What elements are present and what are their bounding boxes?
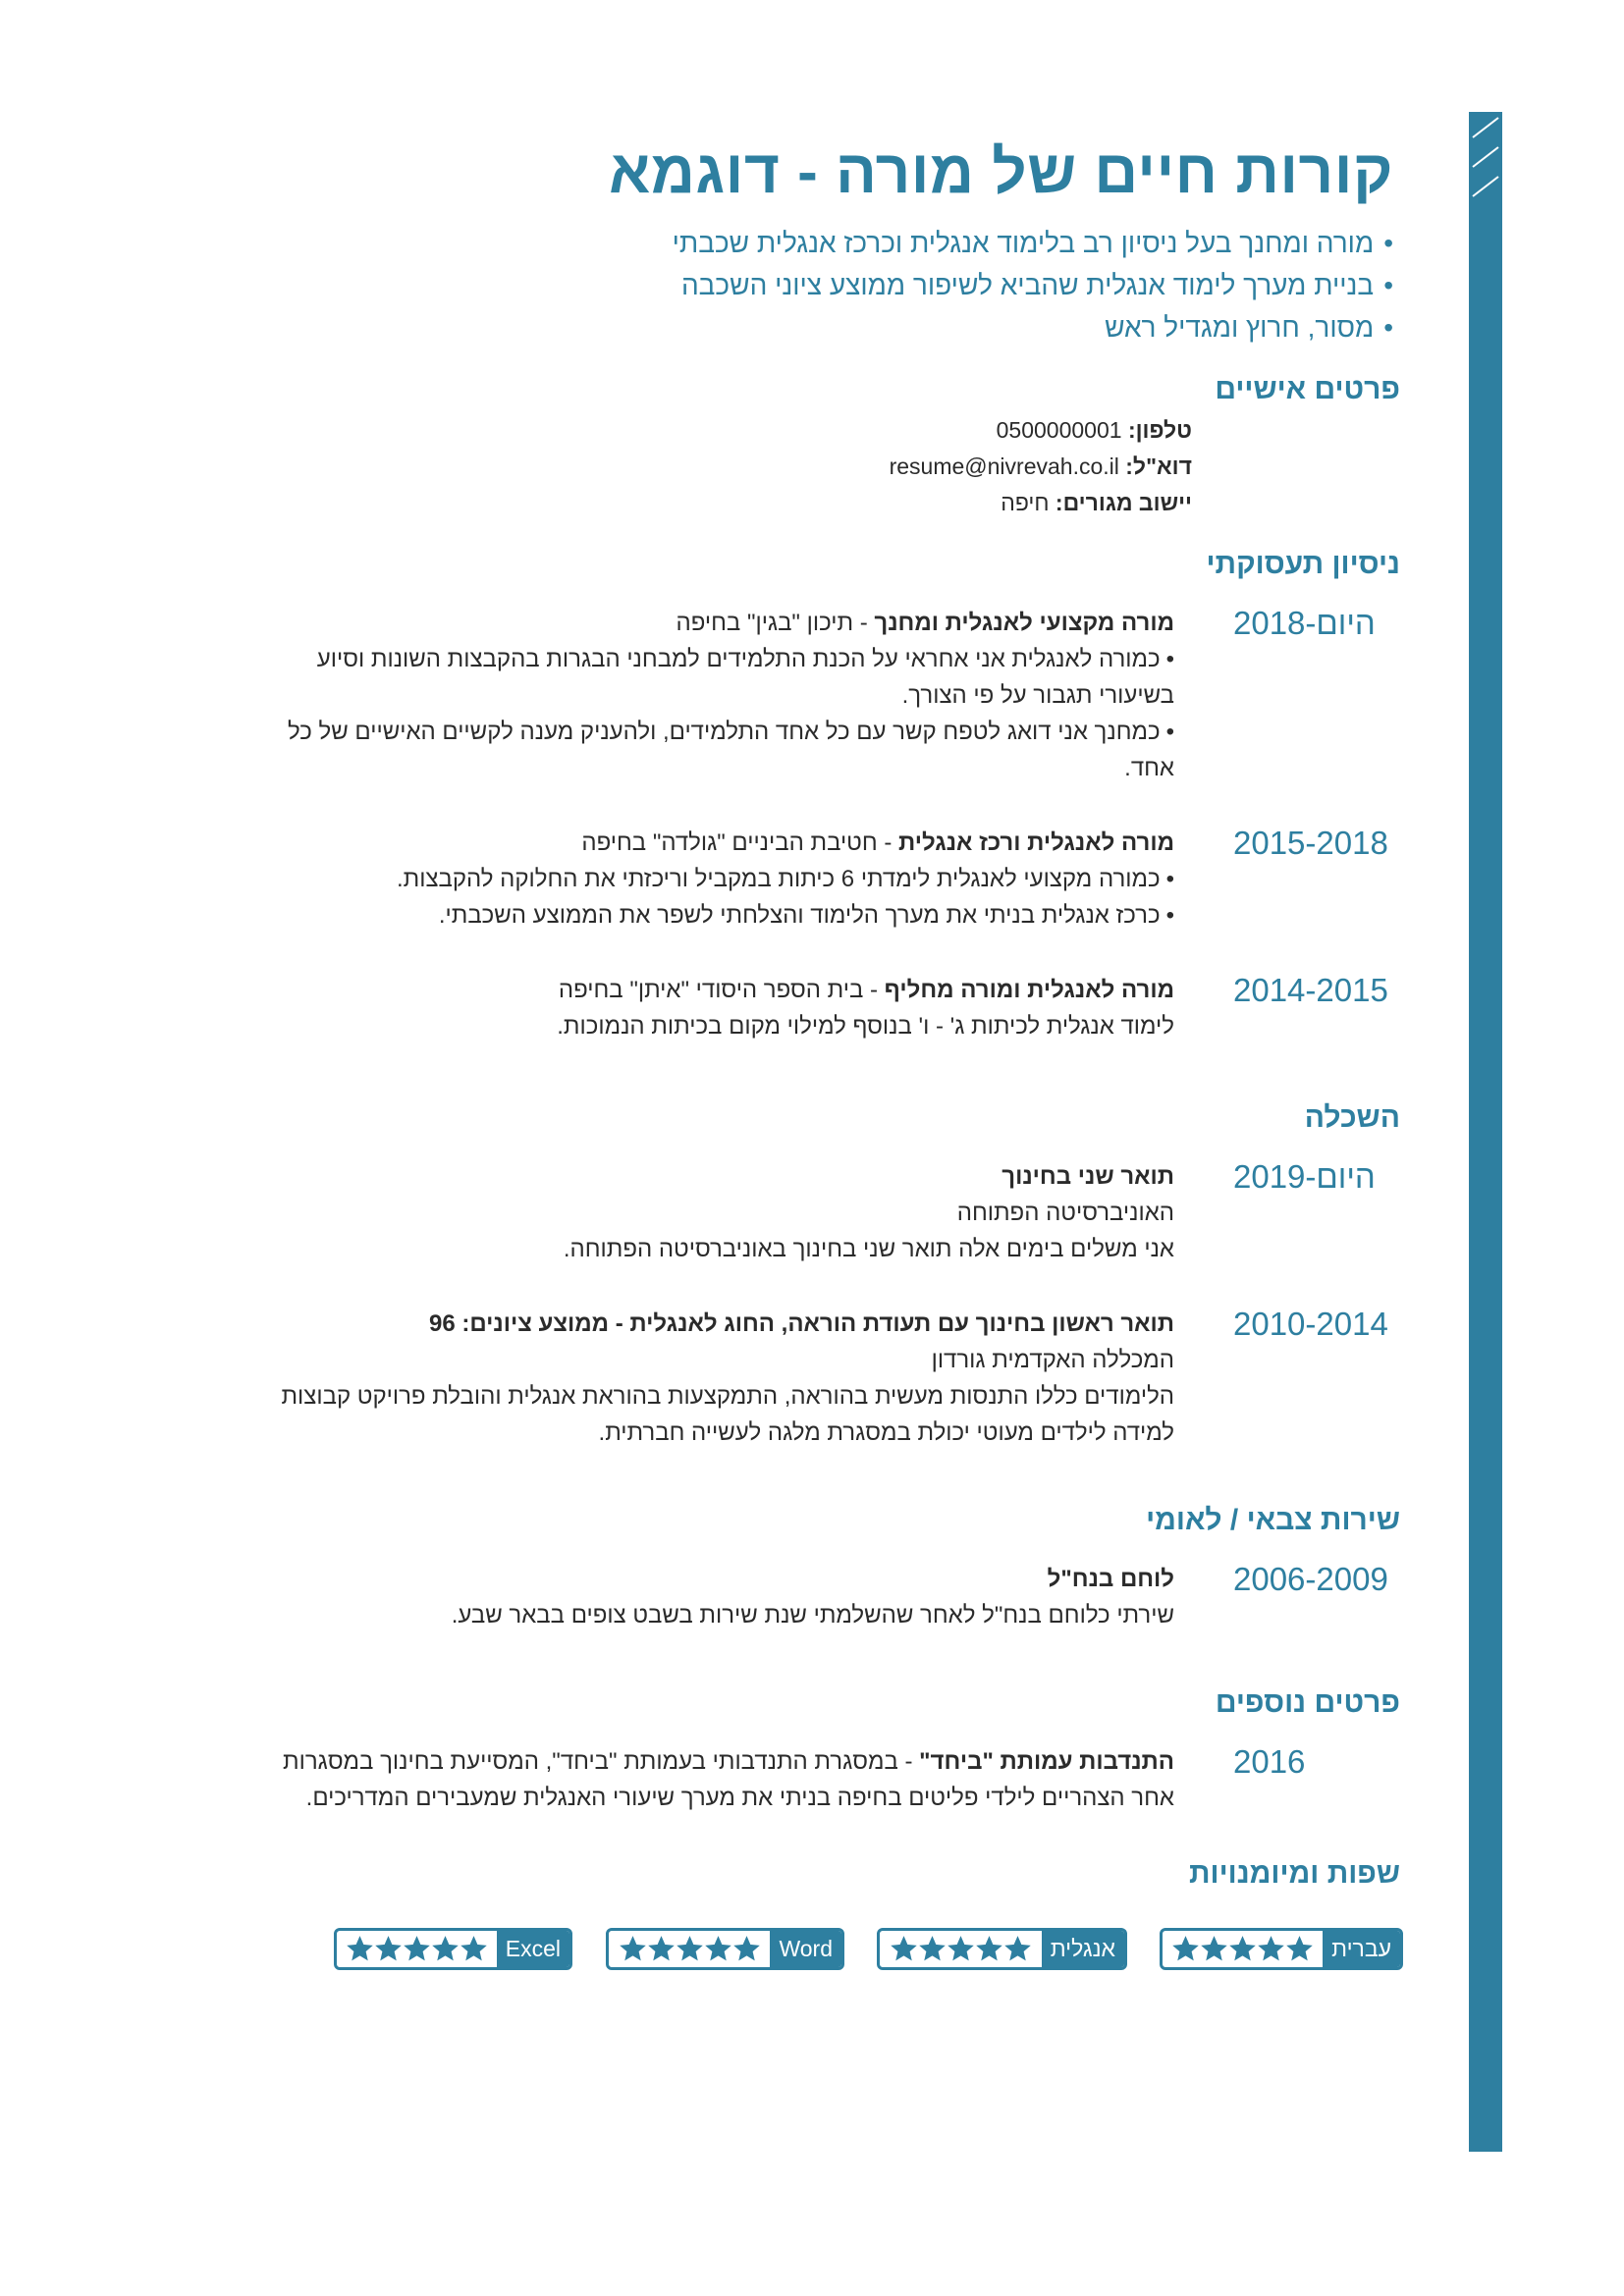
- entry-body: [251, 1743, 1174, 1816]
- experience-entry: [104, 972, 1390, 1044]
- summary-item: • בניית מערך לימוד אנגלית שהביא לשיפור ממוצע ציוני השכבה: [673, 264, 1393, 306]
- entry-bullet: • כרכז אנגלית בניתי את מערך הלימוד והצלחתי לשפר את הממוצע השכבתי.: [251, 897, 1174, 934]
- entry-date: 2010-2014: [1233, 1306, 1388, 1342]
- email-label: דוא"ל:: [1125, 454, 1192, 479]
- skill-badge: [1160, 1928, 1403, 1970]
- diagonal-stripes-decoration: [1469, 112, 1502, 220]
- entry-place: - חטיבת הביניים "גולדה" בחיפה: [581, 829, 898, 856]
- summary-item: • מורה ומחנך בעל ניסיון רב בלימוד אנגלית וכרכז אנגלית שכבתי: [673, 222, 1393, 264]
- star-filled-icon: [919, 1936, 946, 1962]
- entry-body: [251, 825, 1174, 934]
- star-filled-icon: [733, 1936, 760, 1962]
- star-filled-icon: [677, 1936, 703, 1962]
- star-filled-icon: [620, 1936, 646, 1962]
- entry-body: [251, 1158, 1174, 1267]
- city-label: יישוב מגורים:: [1055, 490, 1192, 515]
- side-accent-bar: [1469, 112, 1502, 2152]
- entry-role: התנדבות עמותת "ביחד": [919, 1748, 1174, 1775]
- experience-entry: [104, 605, 1390, 786]
- entry-date: 2018-היום: [1233, 605, 1376, 641]
- skill-rating: [880, 1931, 1042, 1967]
- star-filled-icon: [976, 1936, 1002, 1962]
- entry-role: מורה לאנגלית ומורה מחליף: [884, 977, 1174, 1003]
- phone-value: 0500000001: [996, 417, 1122, 443]
- entry-text: - במסגרת התנדבותי בעמותת "ביחד", המסייעת בחינוך במסגרות אחר הצהריים לילדי פליטים בחיפה בניתי את מערך שיעורי האנגלית שמעבירים המדריכים.: [283, 1748, 1174, 1811]
- star-filled-icon: [1229, 1936, 1256, 1962]
- service-entry: [104, 1561, 1390, 1633]
- entry-degree: תואר שני בחינוך: [1001, 1163, 1174, 1190]
- entry-date: 2006-2009: [1233, 1561, 1388, 1597]
- entry-text: שירתי כלוחם בנח"ל לאחר שהשלמתי שנת שירות בשבט צופים בבאר שבע.: [451, 1602, 1174, 1629]
- entry-date: 2019-היום: [1233, 1158, 1376, 1195]
- education-entry: [104, 1306, 1390, 1451]
- star-filled-icon: [1258, 1936, 1284, 1962]
- entry-body: [251, 1306, 1174, 1451]
- skill-rating: [1163, 1931, 1323, 1967]
- entry-place: - בית הספר היסודי "איתן" בחיפה: [558, 977, 885, 1003]
- star-filled-icon: [432, 1936, 459, 1962]
- entry-body: [251, 1561, 1174, 1633]
- star-filled-icon: [1286, 1936, 1313, 1962]
- star-filled-icon: [1172, 1936, 1199, 1962]
- star-filled-icon: [404, 1936, 430, 1962]
- skill-label: אנגלית: [1042, 1931, 1124, 1967]
- entry-bullet: • כמחנך אני דואג לטפח קשר עם כל אחד התלמידים, ולהעניק מענה לקשיים האישיים של כל אחד.: [251, 714, 1174, 786]
- entry-institution: המכללה האקדמית גורדון: [931, 1347, 1174, 1373]
- email-value: resume@nivrevah.co.il: [889, 454, 1119, 479]
- skill-label: עברית: [1323, 1931, 1400, 1967]
- additional-heading: פרטים נוספים: [1215, 1686, 1400, 1719]
- entry-text: הלימודים כללו התנסות מעשית בהוראה, התמקצעות בהוראת אנגלית והובלת פרויקט קבוצות למידה לילדים מעוטי יכולת במסגרת מלגה לעשייה חברתית.: [281, 1383, 1174, 1446]
- experience-entry: [104, 825, 1390, 934]
- entry-text: אני משלים בימים אלה תואר שני בחינוך באוניברסיטה הפתוחה.: [563, 1236, 1174, 1262]
- city-row: [890, 485, 1192, 521]
- entry-bullet: • כמורה מקצועי לאנגלית לימדתי 6 כיתות במקביל וריכזתי את החלוקה להקבצות.: [251, 861, 1174, 897]
- skill-rating: [337, 1931, 497, 1967]
- entry-text: לימוד אנגלית לכיתות ג' - ו' בנוסף למילוי מקום בכיתות הנמוכות.: [557, 1013, 1174, 1040]
- star-filled-icon: [891, 1936, 917, 1962]
- experience-heading: ניסיון תעסוקתי: [1206, 548, 1400, 580]
- entry-date: 2016: [1233, 1743, 1306, 1780]
- skill-badge: [334, 1928, 572, 1970]
- entry-body: [251, 605, 1174, 786]
- entry-bullet: • כמורה לאנגלית אני אחראי על הכנת התלמידים למבחני הבגרות בהקבצות השונות וסיוע בשיעורי תגבור על פי הצורך.: [251, 641, 1174, 714]
- star-filled-icon: [947, 1936, 974, 1962]
- skill-label: Excel: [497, 1931, 569, 1967]
- personal-details: [890, 412, 1192, 521]
- service-heading: שירות צבאי / לאומי: [1146, 1504, 1400, 1536]
- city-value: חיפה: [1001, 490, 1050, 515]
- additional-entry: [104, 1743, 1390, 1816]
- education-heading: השכלה: [1304, 1101, 1400, 1134]
- star-filled-icon: [375, 1936, 402, 1962]
- entry-role: מורה לאנגלית ורכז אנגלית: [897, 829, 1174, 856]
- star-filled-icon: [1201, 1936, 1227, 1962]
- star-filled-icon: [460, 1936, 487, 1962]
- star-filled-icon: [347, 1936, 373, 1962]
- skills-row: [0, 1928, 1624, 1970]
- email-row: [890, 449, 1192, 485]
- skill-label: Word: [770, 1931, 841, 1967]
- entry-degree: תואר ראשון בחינוך עם תעודת הוראה, החוג לאנגלית - ממוצע ציונים: 96: [429, 1310, 1174, 1337]
- star-filled-icon: [1004, 1936, 1031, 1962]
- entry-date: 2014-2015: [1233, 972, 1388, 1008]
- star-filled-icon: [705, 1936, 731, 1962]
- skill-badge: [606, 1928, 844, 1970]
- resume-title: קורות חיים של מורה - דוגמא: [609, 138, 1393, 206]
- summary-list: [673, 222, 1393, 348]
- skill-rating: [609, 1931, 770, 1967]
- phone-label: טלפון:: [1127, 417, 1192, 443]
- skills-heading: שפות ומיומנויות: [1189, 1857, 1400, 1890]
- star-filled-icon: [648, 1936, 675, 1962]
- summary-item: • מסור, חרוץ ומגדיל ראש: [673, 306, 1393, 348]
- skill-badge: [877, 1928, 1127, 1970]
- entry-institution: האוניברסיטה הפתוחה: [956, 1200, 1174, 1226]
- entry-date: 2015-2018: [1233, 825, 1388, 861]
- entry-body: [251, 972, 1174, 1044]
- entry-place: - תיכון "בגין" בחיפה: [676, 610, 875, 636]
- education-entry: [104, 1158, 1390, 1267]
- entry-role: לוחם בנח"ל: [1047, 1566, 1174, 1592]
- personal-heading: פרטים אישיים: [1215, 373, 1400, 405]
- entry-role: מורה מקצועי לאנגלית ומחנך: [874, 610, 1174, 636]
- phone-row: [890, 412, 1192, 449]
